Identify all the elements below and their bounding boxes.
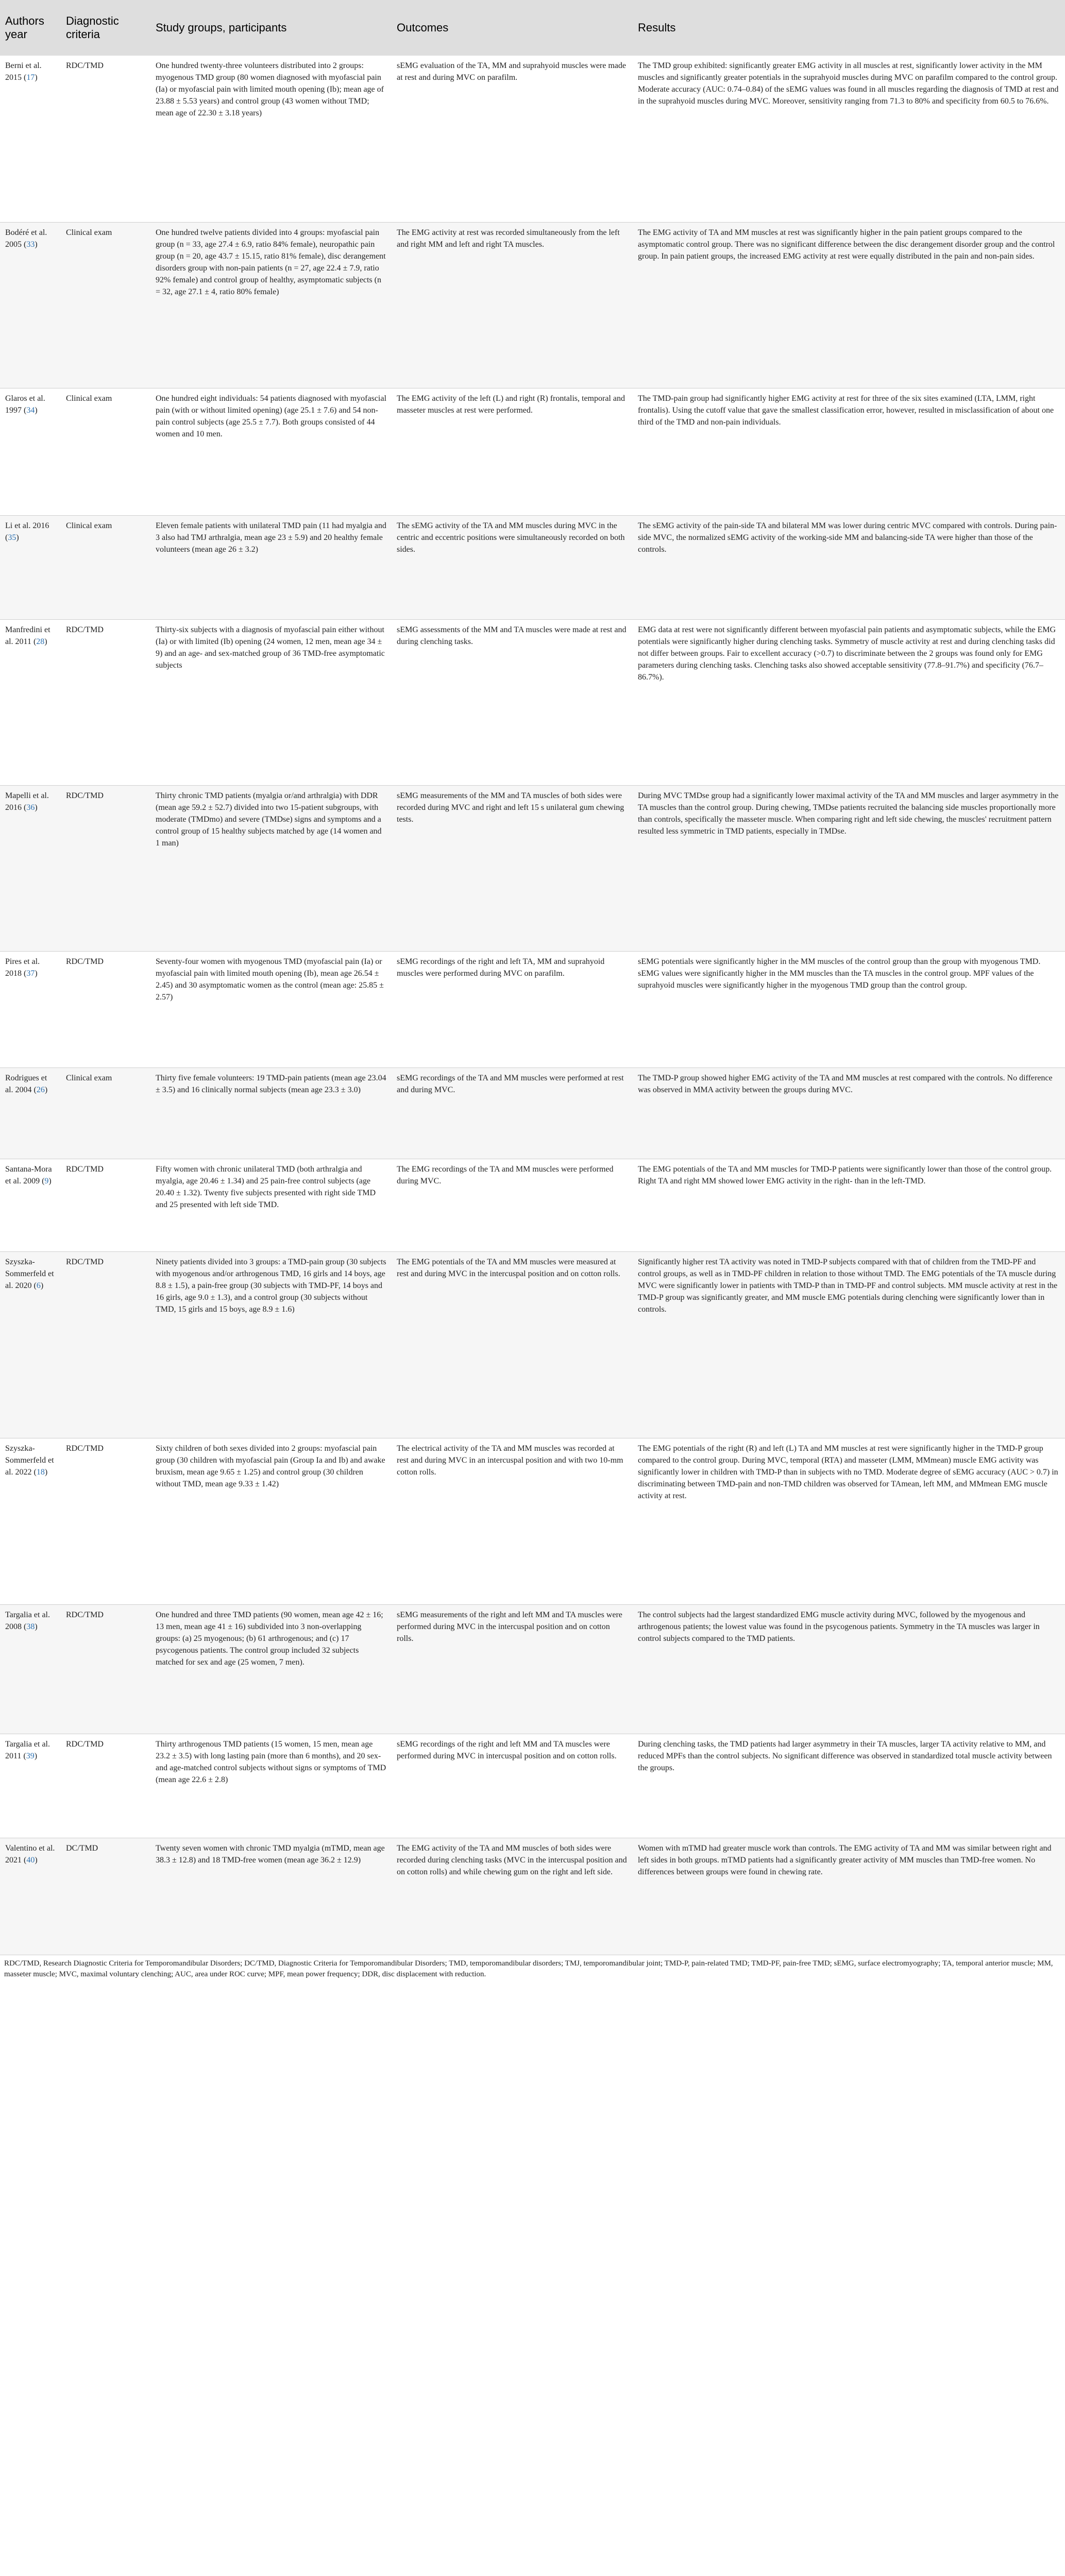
header-criteria: Diagnostic criteria: [61, 0, 150, 56]
reference-close-paren: ): [48, 1176, 52, 1185]
cell-outcomes: The EMG potentials of the TA and MM muscles were measured at rest and during MVC in the intercuspal position and on cotton rolls.: [392, 1251, 633, 1438]
cell-criteria: Clinical exam: [61, 222, 150, 388]
reference-close-paren: ): [35, 73, 38, 82]
header-authors: Authors year: [0, 0, 61, 56]
cell-outcomes: sEMG recordings of the right and left MM and TA muscles were performed during MVC in intercuspal position and on cotton rolls.: [392, 1734, 633, 1838]
cell-outcomes: The sEMG activity of the TA and MM muscles during MVC in the centric and eccentric positions were simultaneously recorded on both sides.: [392, 515, 633, 619]
reference-close-paren: ): [35, 405, 38, 415]
cell-authors: [0, 1838, 61, 1955]
cell-results: The control subjects had the largest standardized EMG muscle activity during MVC, followed by the myogenous and arthrogenous patients; the lowest value was found in the psycogenous patients. Symmetry in the TA muscles was larger in control subjects compared to the TMD patients.: [633, 1604, 1065, 1734]
table-row: [0, 1159, 1065, 1251]
table-row: [0, 515, 1065, 619]
author-year: Targalia et al. 2011 (: [5, 1739, 50, 1760]
reference-link[interactable]: 33: [26, 240, 35, 249]
reference-link[interactable]: 17: [26, 73, 35, 82]
author-year: Berni et al. 2015 (: [5, 61, 42, 82]
author-year: Glaros et al. 1997 (: [5, 394, 45, 415]
cell-outcomes: The EMG activity of the left (L) and right (R) frontalis, temporal and masseter muscles at rest were performed.: [392, 388, 633, 515]
cell-results: sEMG potentials were significantly higher in the MM muscles of the control group than the group with myogenous TMD. sEMG values were significantly higher in the MM muscles than the TA muscles in the control group. MPF values of the suprahyoid muscles were significantly higher in the myogenous TMD group than the control group.: [633, 951, 1065, 1067]
cell-results: The EMG potentials of the right (R) and left (L) TA and MM muscles at rest were significantly higher in the TMD-P group compared to the control group. During MVC, temporal (RTA) and masseter (LMM, MMmean) muscle EMG activity was significantly lower in children with TMD-P than in subjects with no TMD. Moderate degree of sEMG accuracy (AUC > 0.7) in discriminating between TMD-pain and non-TMD children was observed for TAmean, left MM, and MMmean EMG muscle activity at rest.: [633, 1438, 1065, 1604]
reference-link[interactable]: 18: [36, 1467, 45, 1477]
reference-close-paren: ): [44, 1085, 48, 1094]
cell-authors: [0, 619, 61, 785]
reference-link[interactable]: 26: [36, 1085, 45, 1094]
cell-authors: [0, 56, 61, 222]
table-row: [0, 222, 1065, 388]
cell-authors: [0, 515, 61, 619]
cell-authors: [0, 951, 61, 1067]
cell-authors: [0, 388, 61, 515]
author-year: Santana-Mora et al. 2009 (: [5, 1164, 52, 1185]
reference-link[interactable]: 37: [26, 969, 35, 978]
table-row: [0, 56, 1065, 222]
cell-criteria: Clinical exam: [61, 1067, 150, 1159]
author-year: Pires et al. 2018 (: [5, 957, 40, 978]
reference-link[interactable]: 40: [26, 1855, 35, 1865]
header-groups: Study groups, participants: [150, 0, 392, 56]
cell-authors: [0, 1604, 61, 1734]
table-row: [0, 1734, 1065, 1838]
cell-authors: [0, 785, 61, 951]
cell-authors: [0, 1734, 61, 1838]
reference-close-paren: ): [34, 1751, 38, 1760]
cell-authors: [0, 1438, 61, 1604]
cell-criteria: RDC/TMD: [61, 1251, 150, 1438]
reference-link[interactable]: 38: [26, 1622, 35, 1631]
reference-link[interactable]: 34: [26, 405, 35, 415]
cell-outcomes: sEMG recordings of the TA and MM muscles were performed at rest and during MVC.: [392, 1067, 633, 1159]
reference-link[interactable]: 39: [26, 1751, 35, 1760]
author-year: Rodrigues et al. 2004 (: [5, 1073, 47, 1094]
abbreviations-footnote: RDC/TMD, Research Diagnostic Criteria for Temporomandibular Disorders; DC/TMD, Diagnostic Criteria for Temporomandibular Disorders; TMD, temporomandibular disorders; TMJ, temporomandibular joint; TMD-P, pain-related TMD; TMD-PF, pain-free TMD; sEMG, surface electromyography; TA, temporal anterior muscle; MM, masseter muscle; MVC, maximal voluntary clenching; AUC, area under ROC curve; MPF, mean power frequency; DDR, disc displacement with reduction.: [4, 1959, 1053, 1978]
cell-groups: One hundred and three TMD patients (90 women, mean age 42 ± 16; 13 men, mean age 41 ± 16) subdivided into 3 non-overlapping groups: (a) 25 myogenous; (b) 61 arthrogenous; and (c) 17 psycogenous patients. The control group included 32 subjects matched for sex and age (25 women, 7 men).: [150, 1604, 392, 1734]
cell-results: During MVC TMDse group had a significantly lower maximal activity of the TA and MM muscles and larger asymmetry in the TA muscles than the control group. During chewing, TMDse patients recruited the balancing side muscles proportionally more than controls, specifically the masseter muscle. When comparing right and left side chewing, the muscles' recruitment pattern resulted less symmetric in TMD patients, especially in TMDse.: [633, 785, 1065, 951]
cell-criteria: RDC/TMD: [61, 1159, 150, 1251]
cell-outcomes: The EMG activity at rest was recorded simultaneously from the left and right MM and left and right TA muscles.: [392, 222, 633, 388]
cell-outcomes: The EMG activity of the TA and MM muscles of both sides were recorded during clenching tasks (MVC in the intercuspal position and on cotton rolls) and while chewing gum on the right and left side.: [392, 1838, 633, 1955]
table-row: [0, 1604, 1065, 1734]
table-row: [0, 619, 1065, 785]
table-row: [0, 1438, 1065, 1604]
cell-criteria: RDC/TMD: [61, 1604, 150, 1734]
author-year: Li et al. 2016 (: [5, 521, 49, 542]
cell-criteria: RDC/TMD: [61, 619, 150, 785]
cell-groups: Eleven female patients with unilateral TMD pain (11 had myalgia and 3 also had TMJ arthralgia, mean age 23 ± 5.9) and 20 healthy female volunteers (mean age 26 ± 3.2): [150, 515, 392, 619]
reference-close-paren: ): [44, 1467, 48, 1477]
table-body: [0, 56, 1065, 1955]
author-year: Targalia et al. 2008 (: [5, 1610, 50, 1631]
table-row: [0, 785, 1065, 951]
reference-close-paren: ): [44, 637, 47, 646]
cell-groups: One hundred eight individuals: 54 patients diagnosed with myofascial pain (with or without limited opening) (age 25.1 ± 7.6) and 54 non-pain control subjects (age 25.5 ± 7.7). Both groups consisted of 44 women and 10 men.: [150, 388, 392, 515]
cell-outcomes: The EMG recordings of the TA and MM muscles were performed during MVC.: [392, 1159, 633, 1251]
cell-results: The EMG potentials of the TA and MM muscles for TMD-P patients were significantly lower than those of the control group. Right TA and right MM showed lower EMG activity in the right- than in the left-TMD.: [633, 1159, 1065, 1251]
reference-close-paren: ): [35, 969, 38, 978]
reference-close-paren: ): [35, 240, 38, 249]
cell-results: The TMD-pain group had significantly higher EMG activity at rest for three of the six sites examined (LTA, LMM, right frontalis). Using the cutoff value that gave the smallest classification error, however, resulted in misclassification of about one third of the TMD and non-pain individuals.: [633, 388, 1065, 515]
header-row: [0, 0, 1065, 56]
cell-results: The sEMG activity of the pain-side TA and bilateral MM was lower during centric MVC compared with controls. During pain-side MVC, the normalized sEMG activity of the working-side MM and balancing-side TA were higher than those of the controls.: [633, 515, 1065, 619]
cell-groups: Sixty children of both sexes divided into 2 groups: myofascial pain group (30 children with myofascial pain (Group Ia and Ib) and awake bruxism, mean age 9.65 ± 1.25) and control group (30 children without TMD, mean age 9.33 ± 1.42): [150, 1438, 392, 1604]
author-year: Bodéré et al. 2005 (: [5, 228, 47, 249]
cell-groups: Thirty-six subjects with a diagnosis of myofascial pain either without (Ia) or with limited (Ib) opening (24 women, 12 men, mean age 34 ± 9) and an age- and sex-matched group of 36 TMD-free asymptomatic subjects: [150, 619, 392, 785]
cell-outcomes: sEMG evaluation of the TA, MM and suprahyoid muscles were made at rest and during MVC on parafilm.: [392, 56, 633, 222]
cell-criteria: RDC/TMD: [61, 56, 150, 222]
reference-link[interactable]: 6: [36, 1281, 41, 1290]
cell-outcomes: sEMG recordings of the right and left TA, MM and suprahyoid muscles were performed during MVC on parafilm.: [392, 951, 633, 1067]
author-year: Mapelli et al. 2016 (: [5, 791, 49, 812]
cell-groups: Thirty chronic TMD patients (myalgia or/and arthralgia) with DDR (mean age 59.2 ± 52.7) divided into two 15-patient subgroups, with moderate (TMDmo) and severe (TMDse) signs and symptoms and a control group of 15 healthy subjects matched by age (14 women and 1 man): [150, 785, 392, 951]
cell-authors: [0, 1251, 61, 1438]
cell-outcomes: The electrical activity of the TA and MM muscles was recorded at rest and during MVC in an intercuspal position and with two 10-mm cotton rolls.: [392, 1438, 633, 1604]
cell-groups: Thirty five female volunteers: 19 TMD-pain patients (mean age 23.04 ± 3.5) and 16 clinically normal subjects (mean age 23.3 ± 3.0): [150, 1067, 392, 1159]
table-row: [0, 951, 1065, 1067]
cell-groups: Seventy-four women with myogenous TMD (myofascial pain (Ia) or myofascial pain with limited mouth opening (Ib), mean age 26.54 ± 2.45) and 30 asymptomatic women as the control (mean age: 25.85 ± 2.57): [150, 951, 392, 1067]
cell-criteria: RDC/TMD: [61, 785, 150, 951]
author-year: Valentino et al. 2021 (: [5, 1843, 55, 1865]
author-year: Szyszka-Sommerfeld et al. 2022 (: [5, 1444, 54, 1477]
cell-results: The TMD group exhibited: significantly greater EMG activity in all muscles at rest, significantly lower activity in the MM muscles and significantly greater potentials in the suprahyoid muscles during MVC on parafilm compared to the control group. Moderate accuracy (AUC: 0.74–0.84) of the sEMG values was found in all muscles regarding the diagnosis of TMD at rest and in the suprahyoid muscles during MVC. Moreover, sensitivity ranging from 71.3 to 80% and specificity from 60.5 to 76.6%.: [633, 56, 1065, 222]
cell-results: During clenching tasks, the TMD patients had larger asymmetry in their TA muscles, larger TA activity relative to MM, and reduced MPFs than the control subjects. No significant difference was observed in standardized total muscle activity between the groups.: [633, 1734, 1065, 1838]
table-row: [0, 388, 1065, 515]
table-row: [0, 1838, 1065, 1955]
cell-groups: Thirty arthrogenous TMD patients (15 women, 15 men, mean age 23.2 ± 3.5) with long lasting pain (more than 6 months), and 20 sex- and age-matched control subjects without signs or symptoms of TMD (mean age 22.6 ± 2.8): [150, 1734, 392, 1838]
cell-outcomes: sEMG measurements of the MM and TA muscles of both sides were recorded during MVC and right and left 15 s unilateral gum chewing tests.: [392, 785, 633, 951]
reference-close-paren: ): [16, 533, 19, 542]
cell-criteria: RDC/TMD: [61, 951, 150, 1067]
header-results: Results: [633, 0, 1065, 56]
cell-criteria: RDC/TMD: [61, 1734, 150, 1838]
cell-groups: Fifty women with chronic unilateral TMD (both arthralgia and myalgia, age 20.46 ± 1.34) and 25 pain-free control subjects (age 20.40 ± 1.32). Twenty five subjects presented with right side TMD and 25 presented with left side TMD.: [150, 1159, 392, 1251]
cell-criteria: Clinical exam: [61, 515, 150, 619]
reference-close-paren: ): [40, 1281, 44, 1290]
cell-groups: Ninety patients divided into 3 groups: a TMD-pain group (30 subjects with myogenous and/or arthrogenous TMD, 16 girls and 14 boys, age 8.8 ± 1.5), a pain-free group (30 subjects with TMD-PF, 14 boys and 16 girls, age 9.0 ± 1.3), and a control group (30 subjects without TMD, 15 girls and 15 boys, age 8.9 ± 1.6): [150, 1251, 392, 1438]
reference-close-paren: ): [35, 1622, 38, 1631]
cell-authors: [0, 222, 61, 388]
cell-criteria: RDC/TMD: [61, 1438, 150, 1604]
cell-results: The EMG activity of TA and MM muscles at rest was significantly higher in the pain patient groups compared to the asymptomatic control group. There was no significant difference between the disc derangement disorder group and the control group. In pain patient groups, the increased EMG activity at rest were equally distributed in the pain and non-pain sides.: [633, 222, 1065, 388]
reference-link[interactable]: 9: [44, 1176, 49, 1185]
reference-link[interactable]: 28: [36, 637, 45, 646]
header-outcomes: Outcomes: [392, 0, 633, 56]
table-row: [0, 1251, 1065, 1438]
cell-outcomes: sEMG measurements of the right and left MM and TA muscles were performed during MVC in the intercuspal position and on cotton rolls.: [392, 1604, 633, 1734]
cell-groups: Twenty seven women with chronic TMD myalgia (mTMD, mean age 38.3 ± 12.8) and 18 TMD-free women (mean age 36.2 ± 12.9): [150, 1838, 392, 1955]
author-year: Manfredini et al. 2011 (: [5, 625, 50, 646]
author-year: Szyszka-Sommerfeld et al. 2020 (: [5, 1257, 54, 1290]
cell-groups: One hundred twelve patients divided into 4 groups: myofascial pain group (n = 33, age 27.4 ± 6.9, ratio 84% female), neuropathic pain group (n = 20, age 43.7 ± 15.15, ratio 81% female), disc derangement disorders group with non-pain patients (n = 27, age 22.4 ± 7.9, ratio 92% female) and control group of healthy, asymptomatic subjects (n = 32, age 27.1 ± 4, ratio 80% female): [150, 222, 392, 388]
cell-results: EMG data at rest were not significantly different between myofascial pain patients and asymptomatic subjects, while the EMG potentials were significantly higher during clenching tasks. Symmetry of muscle activity at rest and during clenching tasks did not differ between groups. Fair to excellent accuracy (>0.7) to discriminate between the 2 groups was found only for EMG parameters during clenching tasks. Clenching tasks also showed acceptable sensitivity (77.8–91.7%) and specificity (76.7–86.7%).: [633, 619, 1065, 785]
cell-results: The TMD-P group showed higher EMG activity of the TA and MM muscles at rest compared with the controls. No difference was observed in MMA activity between the groups during MVC.: [633, 1067, 1065, 1159]
cell-outcomes: sEMG assessments of the MM and TA muscles were made at rest and during clenching tasks.: [392, 619, 633, 785]
table-row: [0, 1067, 1065, 1159]
reference-close-paren: ): [35, 1855, 38, 1865]
reference-link[interactable]: 35: [8, 533, 16, 542]
cell-authors: [0, 1159, 61, 1251]
cell-criteria: DC/TMD: [61, 1838, 150, 1955]
cell-authors: [0, 1067, 61, 1159]
table-header: [0, 0, 1065, 56]
cell-results: Significantly higher rest TA activity was noted in TMD-P subjects compared with that of children from the TMD-PF and control groups, as well as in TMD-PF children in relation to those without TMD. The EMG potentials of the TA muscle during MVC were significantly lower in patients with TMD-P than in TMD-PF and control subjects. MM muscle activity at rest in the TMD-P group was significantly greater, and MM muscle EMG potentials during clenching were significantly lower than in controls.: [633, 1251, 1065, 1438]
cell-results: Women with mTMD had greater muscle work than controls. The EMG activity of TA and MM was similar between right and left sides in both groups. mTMD patients had a significantly greater activity of MM muscles than TMD-free women. No differences between groups were found in chewing rate.: [633, 1838, 1065, 1955]
reference-link[interactable]: 36: [26, 803, 35, 812]
cell-criteria: Clinical exam: [61, 388, 150, 515]
cell-groups: One hundred twenty-three volunteers distributed into 2 groups: myogenous TMD group (80 women diagnosed with myofascial pain (Ia) or myofascial pain with limited mouth opening (Ib); mean age of 23.88 ± 5.53 years) and control group (43 women without TMD; mean age of 22.30 ± 3.18 years): [150, 56, 392, 222]
reference-close-paren: ): [35, 803, 38, 812]
